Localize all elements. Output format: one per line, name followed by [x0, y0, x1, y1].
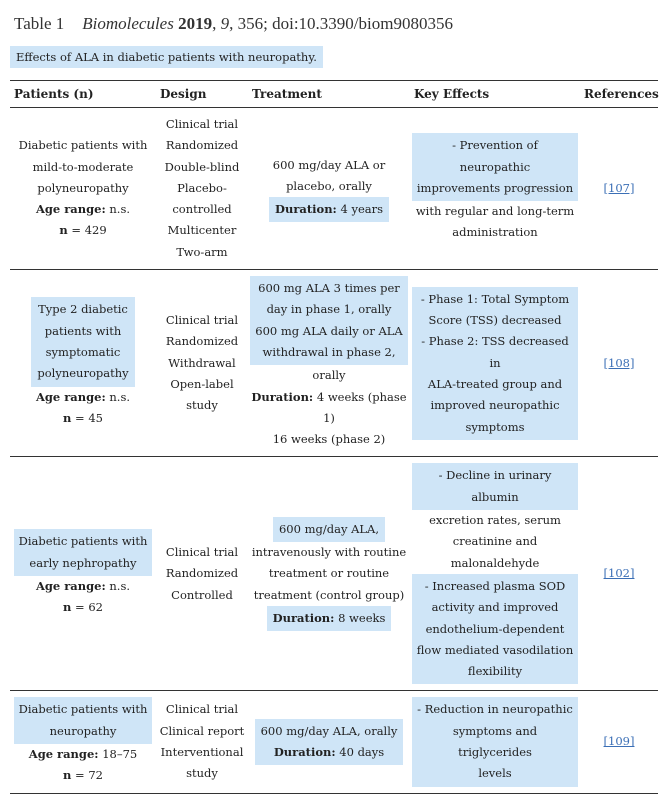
patients-line: symptomatic [45, 344, 121, 359]
effects-line: - Prevention of neuropathic [452, 138, 538, 174]
duration-label: Duration: [275, 202, 337, 217]
design-line: Randomized [165, 334, 239, 349]
design-line: Clinical report [159, 723, 245, 738]
effects-line: with regular and long-term [415, 204, 575, 219]
duration-value: 4 years [340, 202, 383, 217]
n-label: n [59, 223, 68, 238]
design-line: Placebo- [177, 180, 227, 195]
header-patients: Patients (n) [10, 81, 156, 108]
design-line: Randomized [165, 566, 239, 581]
patients-line: Diabetic patients with [18, 138, 148, 153]
effects-line: - Increased plasma SOD [424, 578, 566, 593]
doi: doi:10.3390/biom9080356 [272, 14, 453, 33]
effects-line: creatinine and [452, 534, 538, 549]
age-range [14, 387, 152, 408]
reference-link[interactable]: [108] [603, 355, 635, 370]
patients-line: early nephropathy [29, 555, 137, 570]
sample-size: n = 62 [63, 600, 103, 615]
treatment-highlight: 600 mg/day ALA, [273, 517, 385, 542]
design-line: Randomized [165, 138, 239, 153]
age-range-label: Age range: [35, 202, 106, 217]
effects-highlight [412, 574, 578, 684]
age-range-label: Age range: [28, 747, 99, 762]
effects-line: endothelium-dependent [425, 621, 565, 636]
duration-label: Duration: [251, 389, 314, 404]
reference-link[interactable]: [107] [603, 180, 635, 195]
design-line: study [186, 398, 218, 413]
key-effects-cell [410, 457, 580, 691]
duration [261, 742, 398, 763]
duration-value: 8 weeks [338, 610, 386, 625]
reference-cell [580, 270, 658, 457]
n-value: 62 [88, 600, 103, 615]
design-line: Clinical trial [165, 544, 239, 559]
header-row [10, 81, 658, 108]
design-line: Double-blind [164, 159, 240, 174]
n-label: n [63, 600, 72, 615]
age-range [14, 744, 152, 765]
table-row [10, 108, 658, 270]
patients-cell [10, 108, 156, 270]
header-design: Design [156, 81, 248, 108]
effects-line: symptoms and triglycerides [452, 723, 538, 760]
age-range-value: n.s. [109, 578, 131, 593]
duration-label: Duration: [273, 745, 336, 760]
patients-highlight [14, 529, 152, 576]
article-number: 356 [237, 14, 264, 33]
effects-line: improvements progression [416, 180, 574, 195]
effects-line: improved neuropathic [430, 398, 560, 413]
patients-highlight [14, 697, 152, 744]
duration-label: Duration: [272, 610, 335, 625]
header-key-effects: Key Effects [410, 81, 580, 108]
n-value: 72 [88, 768, 103, 783]
effects-line: malonaldehyde [450, 555, 540, 570]
key-effects-cell [410, 270, 580, 457]
journal-volume: 9 [220, 14, 230, 33]
age-range-label: Age range: [35, 578, 106, 593]
design-line: Open-label [170, 376, 234, 391]
effects-highlight: - Decline in urinary albumin [412, 463, 578, 510]
treatment-line: day in phase 1, orally [266, 302, 392, 317]
key-effects-cell [410, 108, 580, 270]
effects-line: - Reduction in neuropathic [417, 702, 573, 717]
design-line: Multicenter [167, 223, 237, 238]
table-label: Table 1 [14, 14, 65, 33]
treatment-highlight [255, 719, 404, 766]
design-cell [156, 457, 248, 691]
treatment-line: withdrawal in phase 2, [262, 344, 396, 359]
effects-line: Score (TSS) decreased [428, 313, 562, 328]
treatment-line: intravenously with routine [251, 544, 407, 559]
effects-line: activity and improved [431, 600, 559, 615]
sample-size: n = 429 [59, 223, 107, 238]
effects-table [10, 80, 658, 794]
design-line: Withdrawal [168, 355, 236, 370]
treatment-cell [248, 270, 410, 457]
design-line: study [186, 766, 218, 781]
sample-size: n = 45 [63, 410, 103, 425]
design-line: Clinical trial [165, 313, 239, 328]
table-row [10, 691, 658, 793]
sample-size: n = 72 [63, 768, 103, 783]
table-subtitle: Effects of ALA in diabetic patients with neuropathy. [10, 46, 323, 68]
effects-highlight [412, 697, 578, 786]
duration-value: 40 days [339, 745, 385, 760]
journal-year: 2019 [178, 14, 213, 33]
effects-line: levels [478, 766, 512, 781]
reference-cell [580, 691, 658, 793]
effects-line: - Phase 1: Total Symptom [420, 291, 570, 306]
design-line: Clinical trial [165, 117, 239, 131]
patients-line: Type 2 diabetic [38, 302, 128, 317]
design-line: Two-arm [176, 244, 228, 259]
age-range [14, 199, 152, 220]
duration-highlight [267, 606, 392, 631]
journal-name: Biomolecules [82, 14, 174, 33]
design-cell [156, 691, 248, 793]
treatment-line: orally [312, 368, 346, 383]
table-caption: Table 1 Biomolecules 2019, 9, 356; doi:10.3390/biom9080356 [14, 14, 453, 33]
effects-line: flow mediated vasodilation [416, 642, 574, 657]
patients-line: mild-to-moderate [32, 159, 134, 174]
patients-line: polyneuropathy [37, 366, 129, 381]
design-line: Interventional [160, 745, 244, 760]
n-label: n [63, 410, 72, 425]
treatment-cell [248, 691, 410, 793]
key-effects-cell [410, 691, 580, 793]
reference-cell [580, 457, 658, 691]
duration-line: 16 weeks (phase 2) [272, 432, 386, 447]
treatment-cell [248, 457, 410, 691]
header-references: References [580, 81, 658, 108]
treatment-line: treatment or routine [268, 566, 390, 581]
reference-cell [580, 108, 658, 270]
effects-highlight [412, 287, 578, 440]
duration-highlight [269, 197, 389, 222]
design-cell [156, 108, 248, 270]
effects-line: excretion rates, serum [429, 513, 561, 528]
treatment-line: 600 mg ALA daily or ALA [255, 323, 403, 338]
patients-cell [10, 691, 156, 793]
effects-line: symptoms [465, 419, 525, 434]
design-line: Controlled [171, 587, 233, 602]
age-range-value: 18–75 [102, 747, 138, 762]
age-range-label: Age range: [35, 389, 106, 404]
design-line: Clinical trial [165, 702, 239, 717]
effects-highlight [412, 133, 578, 201]
treatment-line: 600 mg/day ALA or [272, 157, 386, 172]
treatment-highlight [250, 276, 408, 365]
treatment-line: placebo, orally [286, 178, 372, 193]
table-row [10, 270, 658, 457]
effects-line: ALA-treated group and [427, 376, 563, 391]
treatment-line: 600 mg/day ALA, orally [260, 723, 398, 738]
effects-line: administration [452, 225, 538, 240]
age-range [14, 576, 152, 597]
patients-line: Diabetic patients with [18, 702, 148, 717]
patients-cell [10, 270, 156, 457]
patients-line: Diabetic patients with [18, 534, 148, 549]
age-range-value: n.s. [109, 389, 131, 404]
header-treatment: Treatment [248, 81, 410, 108]
patients-cell [10, 457, 156, 691]
design-cell [156, 270, 248, 457]
age-range-value: n.s. [109, 202, 131, 217]
duration [250, 387, 408, 408]
patients-line: polyneuropathy [37, 180, 129, 195]
duration-line: 1) [323, 410, 335, 425]
patients-line: patients with [44, 323, 122, 338]
treatment-line: treatment (control group) [253, 587, 405, 602]
reference-link[interactable]: [102] [603, 566, 635, 581]
n-value: 45 [88, 410, 103, 425]
treatment-line: 600 mg ALA 3 times per [258, 281, 400, 296]
reference-link[interactable]: [109] [603, 734, 635, 749]
treatment-cell [248, 108, 410, 270]
patients-line: neuropathy [49, 723, 117, 738]
effects-line: - Phase 2: TSS decreased in [421, 334, 569, 370]
table-row [10, 457, 658, 691]
n-value: 429 [84, 223, 107, 238]
n-label: n [63, 768, 72, 783]
duration-value: 4 weeks (phase [316, 389, 407, 404]
patients-highlight [31, 297, 134, 386]
design-line: controlled [172, 202, 232, 217]
effects-line: flexibility [467, 664, 523, 679]
